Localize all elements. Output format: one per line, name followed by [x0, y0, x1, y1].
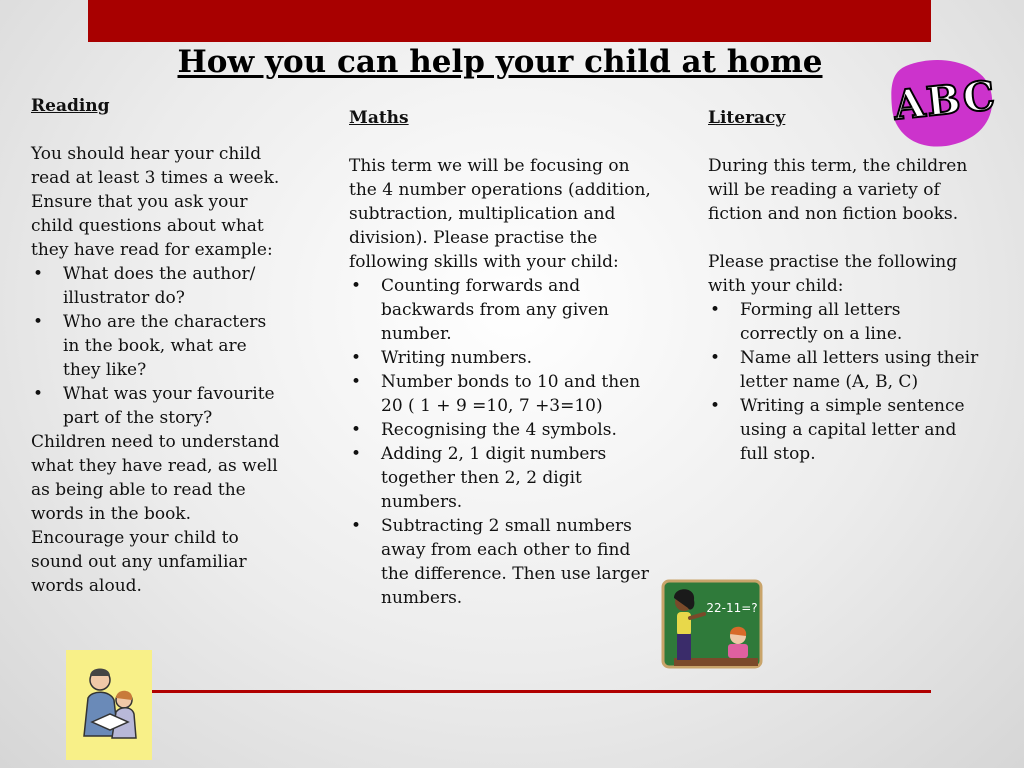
bottom-divider — [152, 690, 931, 693]
list-item: • What does the author/ illustrator do? — [31, 262, 286, 310]
maths-bullet-list — [349, 274, 654, 610]
reading-outro: Children need to understand what they have read, as well as being able to read the words in the book. Encourage your child to sound out any unfamiliar words aloud. — [31, 432, 280, 596]
abc-logo-text: ABC — [891, 71, 1000, 130]
maths-intro: This term we will be focusing on the 4 number operations (addition, subtraction, multiplication and division). Please practise the following skills with your child: — [349, 156, 651, 272]
list-item: • Recognising the 4 symbols. — [349, 418, 654, 442]
literacy-intro-2: Please practise the following with your child: — [708, 252, 958, 296]
reading-heading: Reading — [31, 96, 110, 116]
chalkboard-equation: 22-11=? — [706, 601, 758, 615]
list-item: • Writing numbers. — [349, 346, 654, 370]
page-title: How you can help your child at home — [177, 44, 823, 80]
reading-intro: You should hear your child read at least 3 times a week. Ensure that you ask your child questions about what they have read for example: — [31, 144, 280, 260]
list-item: • Adding 2, 1 digit numbers together then 2, 2 digit numbers. — [349, 442, 654, 514]
teacher-chalkboard-icon — [660, 578, 764, 670]
literacy-intro: During this term, the children will be reading a variety of fiction and non fiction books. — [708, 156, 968, 224]
parent-reading-icon — [66, 650, 152, 760]
list-item: • Who are the characters in the book, what are they like? — [31, 310, 286, 382]
maths-section — [349, 106, 654, 610]
list-item: • What was your favourite part of the story? — [31, 382, 286, 430]
literacy-heading: Literacy — [708, 108, 786, 128]
maths-heading: Maths — [349, 108, 409, 128]
reading-bullet-list — [31, 262, 286, 430]
reading-section — [31, 94, 286, 598]
list-item: • Forming all letters correctly on a line. — [708, 298, 983, 346]
literacy-bullet-list — [708, 298, 983, 466]
list-item: • Name all letters using their letter name (A, B, C) — [708, 346, 983, 394]
literacy-section — [708, 106, 983, 466]
list-item: • Counting forwards and backwards from any given number. — [349, 274, 654, 346]
list-item: • Number bonds to 10 and then 20 ( 1 + 9 =10, 7 +3=10) — [349, 370, 654, 418]
list-item: • Subtracting 2 small numbers away from each other to find the difference. Then use larger numbers. — [349, 514, 654, 610]
list-item: • Writing a simple sentence using a capital letter and full stop. — [708, 394, 983, 466]
top-banner-bar — [88, 0, 931, 42]
